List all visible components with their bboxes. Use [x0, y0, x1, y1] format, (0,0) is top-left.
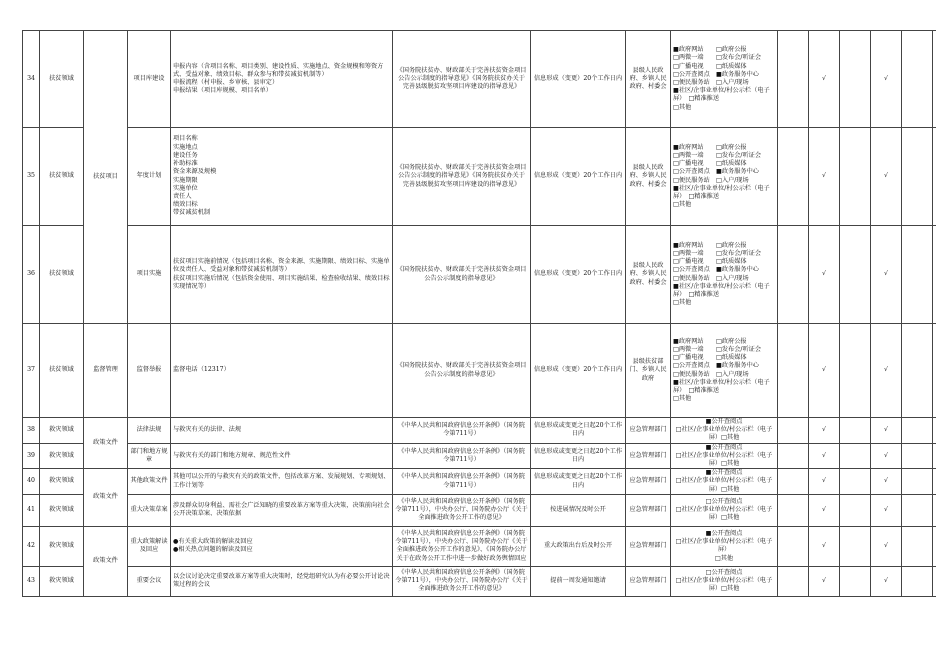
subject-cell: 县级扶贫部门、乡镇人民政府: [626, 324, 671, 418]
content-cell: 与救灾有关的法律、法规: [171, 418, 393, 444]
content-cell: 申报内容（含项目名称、项目类别、建设性质、实施地点、资金规模和筹资方式、受益对象、绩效目标、群众参与和带贫减贫机制等） 申报流程（村申报、乡审核、县审定） 申报结果（项目库规模、项目名单）: [171, 31, 393, 128]
subject-cell: 应急管理部门: [626, 469, 671, 495]
channel-line: □公开查阅点: [705, 569, 743, 577]
channel-cell: [671, 324, 778, 418]
channel-line: □其他: [673, 299, 692, 307]
check-mark: √: [809, 526, 840, 566]
time-limit-cell: 提前一周发通知邀请: [531, 566, 626, 596]
check-cell: [778, 566, 809, 596]
check-mark: √: [871, 469, 902, 495]
item-cell: 部门和地方规章: [128, 443, 171, 469]
basis-cell: 《国务院扶贫办、财政部关于完善扶贫资金项目公告公示制度的指导意见》: [393, 226, 531, 324]
check-cell: [902, 128, 933, 226]
channel-cell: [671, 443, 778, 469]
check-cell: [778, 418, 809, 444]
table-row: [23, 469, 936, 495]
item-cell: 项目实施: [128, 226, 171, 324]
check-mark: √: [809, 469, 840, 495]
table-row: [23, 226, 936, 324]
check-mark: √: [871, 418, 902, 444]
content-cell: 与救灾有关的部门和地方规章、规范性文件: [171, 443, 393, 469]
channel-line: ■政府网站 □政府公报: [673, 143, 747, 151]
check-cell: [778, 494, 809, 526]
channel-line: □便民服务站 □入户/现场: [673, 176, 749, 184]
check-cell: [933, 31, 936, 128]
channel-line: □两微一端 □发布会/听证会: [673, 151, 762, 159]
check-cell: [840, 526, 871, 566]
item-cell: 重大决策草案: [128, 494, 171, 526]
check-cell: [933, 418, 936, 444]
channel-cell: [671, 526, 778, 566]
time-limit-cell: 信息形成（变更）20个工作日内: [531, 128, 626, 226]
channel-line: □便民服务站 □入户/现场: [673, 370, 749, 378]
channel-line: □其他: [673, 395, 692, 403]
content-cell: 其他可以公开的与救灾有关的政策文件，包括改革方案、发展规划、专项规划、工作计划等: [171, 469, 393, 495]
table-row: [23, 128, 936, 226]
channel-line: □公开查阅点 ■政务服务中心: [673, 266, 759, 274]
channel-line: ■公开查阅点: [705, 529, 743, 537]
check-cell: [933, 324, 936, 418]
domain-cell: 扶贫领域: [40, 31, 84, 128]
channel-line: ■公开查阅点: [705, 469, 743, 477]
check-cell: [778, 469, 809, 495]
check-cell: [778, 443, 809, 469]
channel-line: □便民服务站 □入户/现场: [673, 274, 749, 282]
row-number: 41: [23, 494, 40, 526]
domain-cell: 救灾领域: [40, 469, 84, 495]
check-cell: [933, 469, 936, 495]
item-cell: 年度计划: [128, 128, 171, 226]
channel-line: □公开查阅点 ■政务服务中心: [673, 70, 759, 78]
row-number: 36: [23, 226, 40, 324]
channel-line: ■社区/企事业单位/村公示栏（电子屏） □精准推送: [673, 184, 770, 200]
channel-line: □其他: [673, 201, 692, 209]
check-cell: [840, 128, 871, 226]
channel-line: □广播电视 □纸质媒体: [673, 160, 747, 168]
channel-line: □社区/企事业单位/村公示栏（电子屏）□其他: [675, 426, 773, 442]
domain-cell: 扶贫领域: [40, 128, 84, 226]
basis-cell: 《中华人民共和国政府信息公开条例》（国务院令第711号）: [393, 443, 531, 469]
check-cell: [778, 324, 809, 418]
category-cell: 政策文件: [84, 469, 128, 527]
channel-line: □社区/企事业单位/村公示栏（电子屏）□其他: [675, 506, 773, 522]
check-cell: [902, 566, 933, 596]
check-cell: [933, 443, 936, 469]
time-limit-cell: 重大政策出台后及时公开: [531, 526, 626, 566]
basis-cell: 《中华人民共和国政府信息公开条例》（国务院令第711号），中央办公厅、国务院办公厅《关于全面推进政务公开工作的意见》、《国务院办公厅关于在政务公开工作中进一步做好政务舆情回应: [393, 526, 531, 566]
subject-cell: 应急管理部门: [626, 443, 671, 469]
time-limit-cell: 信息形成（变更）20个工作日内: [531, 226, 626, 324]
subject-cell: 县级人民政府、乡镇人民政府、村委会: [626, 31, 671, 128]
check-cell: [840, 443, 871, 469]
channel-line: ■公开查阅点: [705, 418, 743, 425]
channel-line: ■社区/企事业单位/村公示栏（电子屏） □精准推送: [673, 87, 770, 103]
channel-line: □公开查阅点 ■政务服务中心: [673, 168, 759, 176]
subject-cell: 县级人民政府、乡镇人民政府、村委会: [626, 128, 671, 226]
row-number: 34: [23, 31, 40, 128]
basis-cell: 《国务院扶贫办、财政部关于完善扶贫资金项目公告公示制度的指导意见》《国务院扶贫办关于完善县级脱贫攻坚项目库建设的指导意见》: [393, 31, 531, 128]
row-number: 40: [23, 469, 40, 495]
item-cell: 法律法规: [128, 418, 171, 444]
basis-cell: 《中华人民共和国政府信息公开条例》（国务院令第711号）: [393, 469, 531, 495]
channel-line: □两微一端 □发布会/听证会: [673, 249, 762, 257]
row-number: 43: [23, 566, 40, 596]
channel-line: □社区/企事业单位/村公示栏（电子屏）□其他: [675, 477, 773, 493]
check-mark: √: [871, 128, 902, 226]
check-cell: [778, 31, 809, 128]
check-cell: [902, 226, 933, 324]
check-mark: √: [871, 31, 902, 128]
basis-cell: 《中华人民共和国政府信息公开条例》（国务院令第711号），中央办公厅、国务院办公厅《关于全面推进政务公开工作的意见》: [393, 566, 531, 596]
row-number: 35: [23, 128, 40, 226]
check-cell: [840, 31, 871, 128]
category-cell: 政策文件: [84, 526, 128, 596]
row-number: 37: [23, 324, 40, 418]
domain-cell: 扶贫领域: [40, 324, 84, 418]
channel-cell: [671, 31, 778, 128]
check-cell: [933, 128, 936, 226]
check-cell: [902, 31, 933, 128]
content-cell: ●有关重大政策的解读及回应 ●相关热点问题的解读及回应: [171, 526, 393, 566]
time-limit-cell: 信息形成或变更之日起20个工作日内: [531, 443, 626, 469]
time-limit-cell: 信息形成（变更）20个工作日内: [531, 31, 626, 128]
item-cell: 其他政策文件: [128, 469, 171, 495]
check-cell: [778, 526, 809, 566]
check-mark: √: [809, 324, 840, 418]
check-cell: [902, 469, 933, 495]
channel-line: ■政府网站 □政府公报: [673, 46, 747, 54]
check-mark: √: [871, 494, 902, 526]
channel-line: ■社区/企事业单位/村公示栏（电子屏） □精准推送: [673, 282, 770, 298]
table-row: [23, 526, 936, 566]
check-mark: √: [809, 226, 840, 324]
check-mark: √: [809, 128, 840, 226]
channel-line: □社区/企事业单位/村公示栏（电子屏）□其他: [675, 577, 773, 593]
channel-line: □社区/企事业单位/村公示栏（电子屏）: [675, 538, 773, 554]
item-cell: 重要会议: [128, 566, 171, 596]
subject-cell: 应急管理部门: [626, 526, 671, 566]
time-limit-cell: 信息形成或变更之日起20个工作日内: [531, 418, 626, 444]
domain-cell: 救灾领域: [40, 418, 84, 444]
channel-line: □社区/企事业单位/村公示栏（电子屏）□其他: [675, 451, 773, 468]
channel-cell: [671, 128, 778, 226]
check-cell: [840, 418, 871, 444]
check-cell: [840, 469, 871, 495]
check-cell: [902, 418, 933, 444]
channel-cell: [671, 566, 778, 596]
check-cell: [778, 128, 809, 226]
content-cell: 监督电话（12317）: [171, 324, 393, 418]
basis-cell: 《国务院扶贫办、财政部关于完善扶贫资金项目公告公示制度的指导意见》: [393, 324, 531, 418]
check-cell: [840, 566, 871, 596]
channel-line: □两微一端 □发布会/听证会: [673, 345, 762, 353]
category-cell: 扶贫项目: [84, 31, 128, 324]
channel-line: □公开查阅点 ■政务服务中心: [673, 362, 759, 370]
check-cell: [902, 494, 933, 526]
item-cell: 重大政策解读及回应: [128, 526, 171, 566]
item-cell: 监督举报: [128, 324, 171, 418]
check-mark: √: [871, 226, 902, 324]
channel-line: □广播电视 □纸质媒体: [673, 62, 747, 70]
item-cell: 项目库建设: [128, 31, 171, 128]
channel-line: □广播电视 □纸质媒体: [673, 354, 747, 362]
check-mark: √: [809, 566, 840, 596]
basis-cell: 《国务院扶贫办、财政部关于完善扶贫资金项目公告公示制度的指导意见》《国务院扶贫办关于完善县级脱贫攻坚项目库建设的指导意见》: [393, 128, 531, 226]
channel-line: □其他: [714, 554, 734, 562]
content-cell: 涉及群众切身利益、需社会广泛知晓的重要改革方案等重大决策，决策前向社会公开决策草案、决策依据: [171, 494, 393, 526]
domain-cell: 救灾领域: [40, 494, 84, 526]
check-mark: √: [871, 566, 902, 596]
disclosure-table: [22, 30, 936, 597]
channel-cell: [671, 418, 778, 444]
subject-cell: 应急管理部门: [626, 418, 671, 444]
channel-line: ■公开查阅点: [705, 443, 743, 451]
channel-line: □公开查阅点: [705, 498, 743, 506]
check-mark: √: [809, 494, 840, 526]
check-cell: [840, 226, 871, 324]
row-number: 39: [23, 443, 40, 469]
channel-line: ■政府网站 □政府公报: [673, 241, 747, 249]
check-mark: √: [871, 324, 902, 418]
channel-line: □便民服务站 □入户/现场: [673, 79, 749, 86]
content-cell: 扶贫项目实施前情况（包括项目名称、资金来源、实施期限、绩效目标、实施单位及责任人、受益对象和带贫减贫机制等） 扶贫项目实施后情况（包括资金使用、项目实施结果、检查验收结果、绩效目标实现情况等）: [171, 226, 393, 324]
category-cell: 政策文件: [84, 418, 128, 469]
content-cell: 以会议讨论决定重要改革方案等重大决策时，经党组研究认为有必要公开讨论决策过程的会议: [171, 566, 393, 596]
check-mark: √: [871, 443, 902, 469]
channel-cell: [671, 469, 778, 495]
row-number: 38: [23, 418, 40, 444]
subject-cell: 应急管理部门: [626, 494, 671, 526]
check-cell: [933, 526, 936, 566]
time-limit-cell: 信息形成或变更之日起20个工作日内: [531, 469, 626, 495]
check-cell: [840, 494, 871, 526]
check-cell: [840, 324, 871, 418]
check-cell: [778, 226, 809, 324]
table-row: [23, 494, 936, 526]
domain-cell: 救灾领域: [40, 566, 84, 596]
check-mark: √: [809, 418, 840, 444]
check-cell: [902, 324, 933, 418]
subject-cell: 县级人民政府、乡镇人民政府、村委会: [626, 226, 671, 324]
domain-cell: 救灾领域: [40, 443, 84, 469]
channel-line: □两微一端 □发布会/听证会: [673, 54, 762, 62]
time-limit-cell: 按进展情况及时公开: [531, 494, 626, 526]
channel-line: ■社区/企事业单位/村公示栏（电子屏） □精准推送: [673, 378, 770, 394]
domain-cell: 扶贫领域: [40, 226, 84, 324]
channel-cell: [671, 494, 778, 526]
check-cell: [933, 494, 936, 526]
check-mark: √: [809, 31, 840, 128]
domain-cell: 救灾领域: [40, 526, 84, 566]
basis-cell: 《中华人民共和国政府信息公开条例》（国务院令第711号）: [393, 418, 531, 444]
content-cell: 项目名称 实施地点 建设任务 补助标准 资金来源及规模 实施期限 实施单位 责任人 绩效目标 带贫减贫机制: [171, 128, 393, 226]
basis-cell: 《中华人民共和国政府信息公开条例》（国务院令第711号），中央办公厅、国务院办公厅《关于全面推进政务公开工作的意见》: [393, 494, 531, 526]
check-cell: [902, 443, 933, 469]
category-cell: 监督管理: [84, 324, 128, 418]
channel-line: ■政府网站 □政府公报: [673, 337, 747, 345]
check-cell: [933, 566, 936, 596]
subject-cell: 应急管理部门: [626, 566, 671, 596]
channel-cell: [671, 226, 778, 324]
check-cell: [902, 526, 933, 566]
table-row: [23, 418, 936, 444]
table-row: [23, 324, 936, 418]
table-row: [23, 566, 936, 596]
table-row: [23, 443, 936, 469]
channel-line: □其他: [673, 103, 692, 111]
check-cell: [933, 226, 936, 324]
row-number: 42: [23, 526, 40, 566]
channel-line: □广播电视 □纸质媒体: [673, 258, 747, 266]
check-mark: √: [871, 526, 902, 566]
time-limit-cell: 信息形成（变更）20个工作日内: [531, 324, 626, 418]
check-mark: √: [809, 443, 840, 469]
table-row: [23, 31, 936, 128]
